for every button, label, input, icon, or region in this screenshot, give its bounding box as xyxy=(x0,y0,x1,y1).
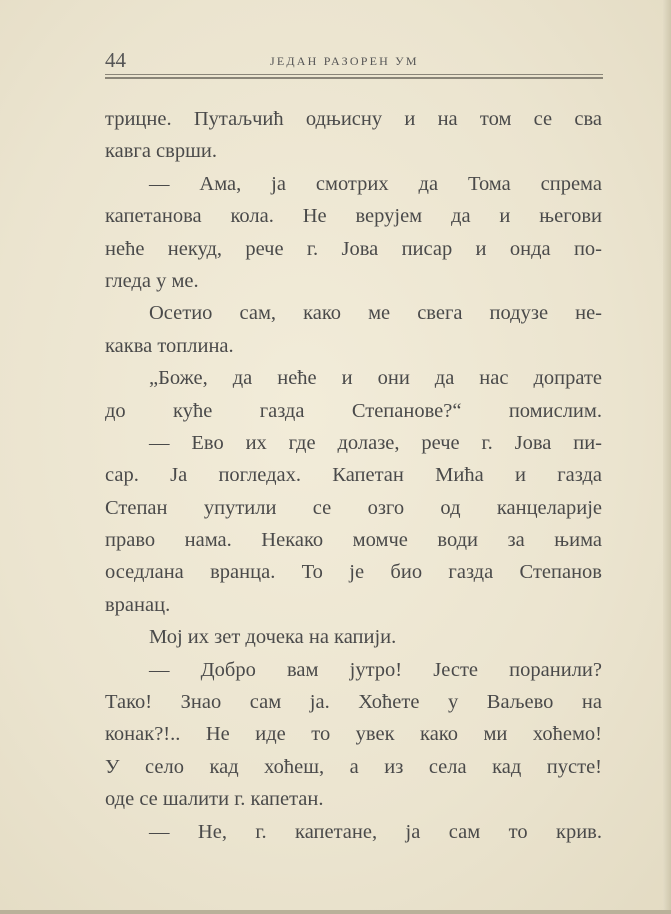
text-line: кавга сврши. xyxy=(105,140,217,163)
text-line: — Ама, ја смотрих да Тома спрема xyxy=(149,172,602,195)
body-text xyxy=(105,103,602,848)
text-line: „Боже, да неће и они да нас допрате xyxy=(149,367,602,390)
text-line: Мој их зет дочека на капији. xyxy=(149,626,397,649)
page-header xyxy=(105,48,605,72)
text-line: право нама. Некако момче води за њима xyxy=(105,529,602,552)
text-line: трицне. Путаљчић одњисну и на том се сва xyxy=(105,108,602,130)
text-line: конак?!.. Не иде то увек како ми хоћемо! xyxy=(105,723,602,746)
text-line: гледа у ме. xyxy=(105,269,199,292)
text-line: Тако! Знао сам ја. Хоћете у Ваљево на xyxy=(105,691,602,714)
page-number: 44 xyxy=(105,48,126,72)
text-line: оседлана вранца. То је био газда Степанов xyxy=(105,561,602,584)
text-line: — Добро вам јутро! Јесте поранили? xyxy=(149,658,602,681)
text-line: Степан упутили се озго од канцеларије xyxy=(105,496,602,519)
page-bottom-edge xyxy=(0,910,671,914)
text-line: каква топлина. xyxy=(105,334,234,357)
header-rule-thin xyxy=(105,74,603,75)
text-line: — Ево их где долазе, рече г. Јова пи- xyxy=(149,431,602,454)
running-head: ЈЕДАН РАЗОРЕН УМ xyxy=(270,54,419,68)
text-line: оде се шалити г. капетан. xyxy=(105,788,324,811)
text-line: вранац. xyxy=(105,593,171,616)
header-rule-thick xyxy=(105,77,603,79)
text-line: — Не, г. капетане, ја сам то крив. xyxy=(149,820,602,843)
text-line: до куће газда Степанове?“ помислим. xyxy=(105,399,602,422)
text-line: У село кад хоћеш, а из села кад пусте! xyxy=(105,755,602,778)
text-line: сар. Ја погледах. Капетан Мића и газда xyxy=(105,464,602,487)
text-line: неће некуд, рече г. Јова писар и онда по- xyxy=(105,237,602,260)
text-line: Осетио сам, како ме свега подузе не- xyxy=(149,302,602,325)
text-line: капетанова кола. Не верујем да и његови xyxy=(105,205,602,228)
page-edge-shadow xyxy=(663,0,671,914)
